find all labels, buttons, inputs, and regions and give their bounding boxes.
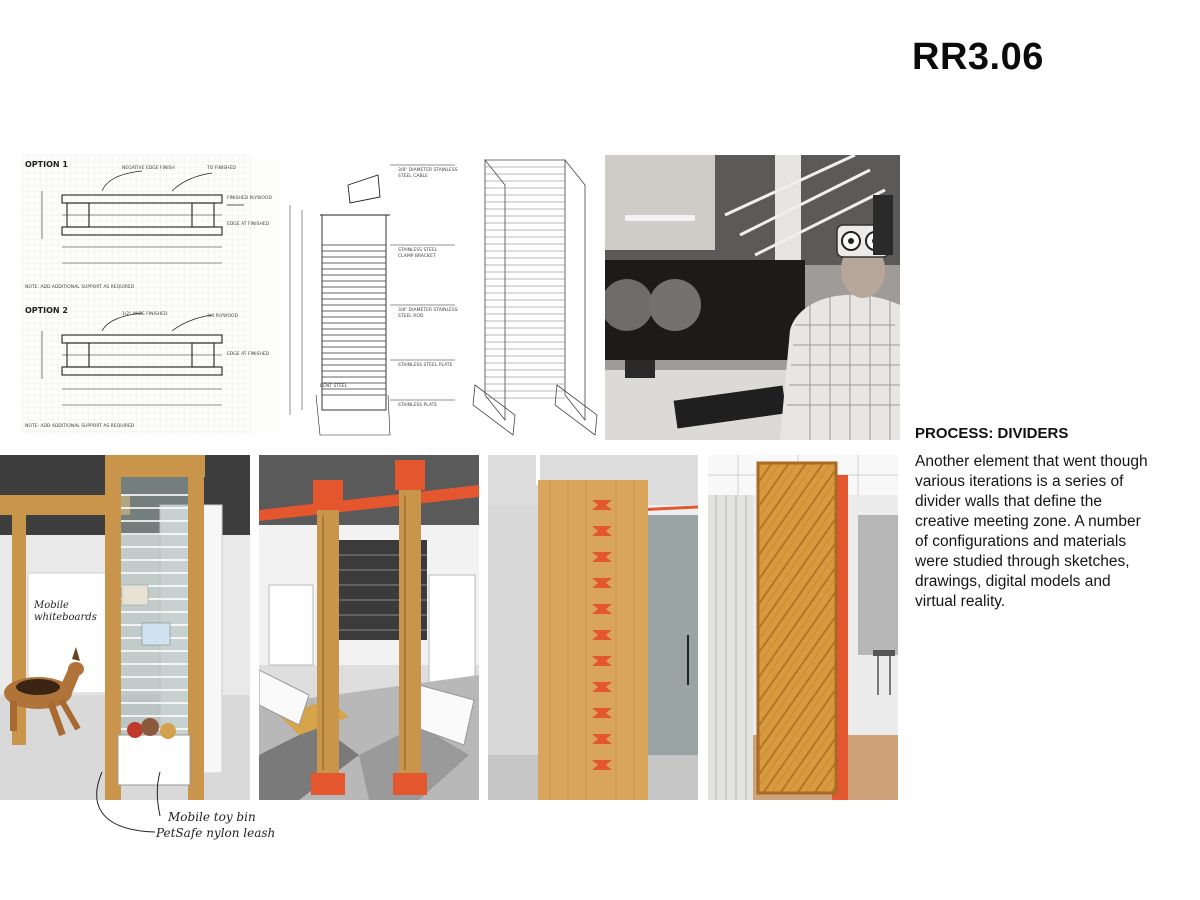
divider-render-4 — [708, 455, 898, 800]
annotation-mobile-toy-bin: Mobile toy bin — [168, 810, 256, 824]
svg-text:NOTE: ADD ADDITIONAL SUPPORT A: NOTE: ADD ADDITIONAL SUPPORT AS REQUIRED — [25, 424, 135, 429]
elevation-drawing-panel — [280, 155, 460, 440]
svg-text:STAINLESS STEEL PLATE: STAINLESS STEEL PLATE — [398, 363, 453, 368]
svg-text:CLAMP BRACKET: CLAMP BRACKET — [398, 254, 436, 259]
divider-render-1 — [0, 455, 250, 800]
wireframe-model-panel — [465, 155, 605, 440]
divider-render-2-panel — [259, 455, 479, 800]
svg-text:NEGATIVE EDGE FINISH: NEGATIVE EDGE FINISH — [122, 166, 175, 171]
svg-text:1/2" WIDE FINISHED: 1/2" WIDE FINISHED — [122, 312, 168, 317]
svg-text:3/8" DIAMETER STAINLESS: 3/8" DIAMETER STAINLESS — [398, 168, 458, 173]
svg-text:STEEL CABLE: STEEL CABLE — [398, 174, 428, 179]
svg-text:EDGE AT FINISHED: EDGE AT FINISHED — [227, 222, 270, 227]
vr-photo-panel — [605, 155, 900, 440]
svg-text:STAINLESS PLATE: STAINLESS PLATE — [398, 403, 438, 408]
section-heading: PROCESS: DIVIDERS — [915, 425, 1069, 442]
plan-sketch-drawing — [22, 155, 280, 435]
elevation-drawing — [280, 155, 460, 440]
svg-text:BENT STEEL: BENT STEEL — [320, 384, 348, 389]
page-code: RR3.06 — [912, 36, 1044, 78]
svg-text:NOTE: ADD ADDITIONAL SUPPORT A: NOTE: ADD ADDITIONAL SUPPORT AS REQUIRED — [25, 285, 135, 290]
divider-render-3-panel — [488, 455, 698, 800]
annotation-mobile-whiteboards: Mobile whiteboards — [34, 600, 97, 623]
svg-text:EDGE AT FINISHED: EDGE AT FINISHED — [227, 352, 270, 357]
svg-text:STAINLESS STEEL: STAINLESS STEEL — [398, 248, 438, 253]
vr-photo — [605, 155, 900, 440]
divider-render-1-panel — [0, 455, 250, 800]
svg-text:TO FINISHED: TO FINISHED — [207, 166, 236, 171]
svg-text:STEEL ROD: STEEL ROD — [398, 314, 424, 319]
svg-text:3/8" DIAMETER STAINLESS: 3/8" DIAMETER STAINLESS — [398, 308, 458, 313]
svg-text:FINISHED PLYWOOD: FINISHED PLYWOOD — [227, 196, 272, 201]
wireframe-model — [465, 155, 605, 440]
divider-render-2 — [259, 455, 479, 800]
option-1-label: OPTION 1 — [25, 160, 68, 169]
section-body: Another element that went though various iterations is a series of divider walls that define the creative meeting zone. A number of configurations and materials were studied through sketches, drawings, digital models and virtual reality. — [915, 453, 1148, 610]
annotation-petsafe-leash: PetSafe nylon leash — [156, 826, 276, 840]
plan-sketch-panel — [22, 155, 280, 435]
divider-render-4-panel — [708, 455, 898, 800]
divider-render-3 — [488, 455, 698, 800]
option-2-label: OPTION 2 — [25, 306, 68, 315]
svg-text:3/4 PLYWOOD: 3/4 PLYWOOD — [207, 314, 239, 319]
